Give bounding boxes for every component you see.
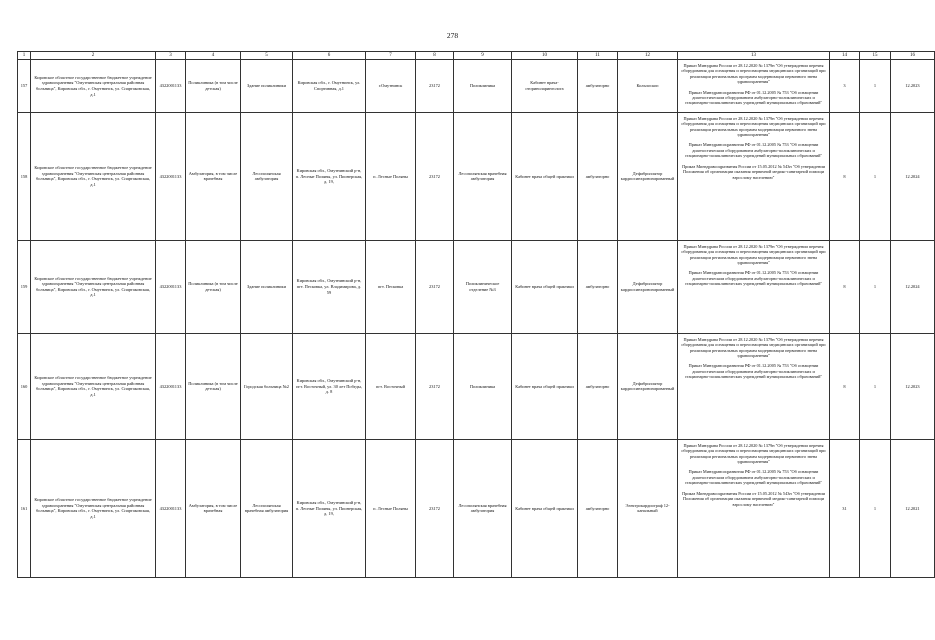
cabinet-cell: Кабинет врача общей практики	[512, 112, 578, 240]
header-cell: 12	[618, 52, 678, 60]
quantity-cell: 8	[830, 240, 860, 333]
quantity-cell: 31	[830, 439, 860, 577]
locality-cell: пгт. Песковка	[366, 240, 416, 333]
legal-basis-cell	[678, 240, 830, 333]
address-cell: Кировская обл., Омутнинский р-н, пгт. Восточный, ул. 30 лет Победы, д. 8	[293, 333, 366, 439]
header-cell: 8	[416, 52, 454, 60]
deadline-cell: 12.2021	[891, 439, 935, 577]
header-cell: 11	[578, 52, 618, 60]
oktmo-cell: 23172	[416, 112, 454, 240]
count-cell: 1	[860, 60, 891, 113]
legal-basis-paragraph: Приказ Минздравсоцразвития РФ от 01.12.2005 № 753 "Об оснащении диагностическим оборудованием амбулаторно-поликлинических и стационарно-поликлинических учреждений муниципальных образований"	[684, 469, 823, 486]
equipment-cell: Кольпоскоп	[618, 60, 678, 113]
oktmo-cell: 23172	[416, 439, 454, 577]
legal-basis-cell	[678, 112, 830, 240]
division-cell: Лесополянская врачебная амбулатория	[454, 439, 512, 577]
locality-cell: пгт. Восточный	[366, 333, 416, 439]
quantity-cell: 3	[830, 60, 860, 113]
deadline-cell: 12.2024	[891, 240, 935, 333]
deadline-cell: 12.2023	[891, 333, 935, 439]
header-cell: 1	[18, 52, 31, 60]
inn-cell: 4322001133	[156, 439, 186, 577]
inn-cell: 4322001133	[156, 333, 186, 439]
address-cell: Кировская обл., г. Омутнинск, ул. Спортивная, д.1	[293, 60, 366, 113]
care-form-cell: амбулаторно	[578, 112, 618, 240]
header-cell: 16	[891, 52, 935, 60]
row-number-cell: 160	[18, 333, 31, 439]
header-cell: 10	[512, 52, 578, 60]
organization-cell: Кировское областное государственное бюджетное учреждение здравоохранения "Омутнинская центральная районная больница", Кировская обл., г. Омутнинск, ул. Спартаковская, д.1	[31, 439, 156, 577]
organization-cell: Кировское областное государственное бюджетное учреждение здравоохранения "Омутнинская центральная районная больница", Кировская обл., г. Омутнинск, ул. Спартаковская, д.1	[31, 112, 156, 240]
division-cell: Поликлиническое отделение №3	[454, 240, 512, 333]
row-number-cell: 157	[18, 60, 31, 113]
quantity-cell: 8	[830, 333, 860, 439]
equipment-cell: Дефибриллятор кардиосинхронизированный	[618, 240, 678, 333]
locality-cell: п. Лесные Поляны	[366, 439, 416, 577]
legal-basis-paragraph: Приказ Минздрава России от 28.12.2020 № 1379н "Об утверждении перечня оборудования для оснащения и переоснащения медицинских организаций при реализации региональных программ модернизации первичного звена здравоохранения"	[681, 63, 826, 85]
table-header-row	[18, 52, 935, 60]
count-cell: 1	[860, 240, 891, 333]
service-type-cell: Поликлиника (в том числе детская)	[186, 333, 241, 439]
address-cell: Кировская обл., Омутнинский р-н, пгт. Песковка, ул. Владимирова, д. 59	[293, 240, 366, 333]
header-cell: 13	[678, 52, 830, 60]
legal-basis-paragraph: Приказ Минздравсоцразвития РФ от 01.12.2005 № 753 "Об оснащении диагностическим оборудованием амбулаторно-поликлинических и стационарно-поликлинических учреждений муниципальных образований"	[684, 89, 823, 106]
organization-cell: Кировское областное государственное бюджетное учреждение здравоохранения "Омутнинская центральная районная больница", Кировская обл., г. Омутнинск, ул. Спартаковская, д.1	[31, 240, 156, 333]
care-form-cell: амбулаторно	[578, 439, 618, 577]
building-cell: Городская больница №2	[241, 333, 293, 439]
header-cell: 2	[31, 52, 156, 60]
organization-cell: Кировское областное государственное бюджетное учреждение здравоохранения "Омутнинская центральная районная больница", Кировская обл., г. Омутнинск, ул. Спартаковская, д.1	[31, 333, 156, 439]
table-row	[18, 240, 935, 333]
header-cell: 14	[830, 52, 860, 60]
inn-cell: 4322001133	[156, 240, 186, 333]
row-number-cell: 158	[18, 112, 31, 240]
legal-basis-paragraph: Приказ Минздрава России от 28.12.2020 № 1379н "Об утверждении перечня оборудования для оснащения и переоснащения медицинских организаций при реализации региональных программ модернизации первичного звена здравоохранения"	[681, 442, 826, 465]
row-number-cell: 159	[18, 240, 31, 333]
header-cell: 4	[186, 52, 241, 60]
service-type-cell: Амбулатория, в том числе врачебная	[186, 439, 241, 577]
locality-cell: п. Лесные Поляны	[366, 112, 416, 240]
count-cell: 1	[860, 439, 891, 577]
care-form-cell: амбулаторно	[578, 240, 618, 333]
header-cell: 6	[293, 52, 366, 60]
oktmo-cell: 23172	[416, 240, 454, 333]
equipment-cell: Электрокардиограф 12-канальный	[618, 439, 678, 577]
division-cell: Поликлиника	[454, 60, 512, 113]
count-cell: 1	[860, 333, 891, 439]
care-form-cell: амбулаторно	[578, 333, 618, 439]
address-cell: Кировская обл., Омутнинский р-н, п. Лесные Поляны, ул. Пионерская, д. 19,	[293, 112, 366, 240]
cabinet-cell: Кабинет врача общей практики	[512, 240, 578, 333]
legal-basis-paragraph: Приказ Минздравсоцразвития России от 15.05.2012 № 543н "Об утверждении Положения об организации оказания первичной медико-санитарной помощи взрослому населению"	[682, 490, 825, 507]
care-form-cell: амбулаторно	[578, 60, 618, 113]
legal-basis-paragraph: Приказ Минздрава России от 28.12.2020 № 1379н "Об утверждении перечня оборудования для оснащения и переоснащения медицинских организаций при реализации региональных программ модернизации первичного звена здравоохранения"	[681, 115, 826, 138]
inn-cell: 4322001133	[156, 60, 186, 113]
legal-basis-paragraph: Приказ Минздравсоцразвития РФ от 01.12.2005 № 753 "Об оснащении диагностическим оборудованием амбулаторно-поликлинических и стационарно-поликлинических учреждений муниципальных образований"	[684, 270, 823, 287]
legal-basis-paragraph: Приказ Минздравсоцразвития России от 15.05.2012 № 543н "Об утверждении Положения об организации оказания первичной медико-санитарной помощи взрослому населению"	[682, 163, 825, 180]
cabinet-cell: Кабинет врача общей практики	[512, 333, 578, 439]
deadline-cell: 12.2023	[891, 60, 935, 113]
legal-basis-paragraph: Приказ Минздрава России от 28.12.2020 № 1379н "Об утверждении перечня оборудования для оснащения и переоснащения медицинских организаций при реализации региональных программ модернизации первичного звена здравоохранения"	[681, 336, 826, 359]
cabinet-cell: Кабинет врача-оториноларинголога	[512, 60, 578, 113]
deadline-cell: 12.2024	[891, 112, 935, 240]
building-cell: Здание поликлиники	[241, 60, 293, 113]
building-cell: Лесополянская амбулатория	[241, 112, 293, 240]
service-type-cell: Поликлиника (в том числе детская)	[186, 240, 241, 333]
locality-cell: г.Омутнинск	[366, 60, 416, 113]
building-cell: Здание поликлиники	[241, 240, 293, 333]
address-cell: Кировская обл., Омутнинский р-н, п. Лесные Поляны, ул. Пионерская, д. 19,	[293, 439, 366, 577]
division-cell: Поликлиника	[454, 333, 512, 439]
inn-cell: 4322001133	[156, 112, 186, 240]
organization-cell: Кировское областное государственное бюджетное учреждение здравоохранения "Омутнинская центральная районная больница", Кировская обл., г. Омутнинск, ул. Спартаковская, д.1	[31, 60, 156, 113]
legal-basis-cell	[678, 333, 830, 439]
equipment-cell: Дефибриллятор кардиосинхронизированный	[618, 112, 678, 240]
division-cell: Лесополянская врачебная амбулатория	[454, 112, 512, 240]
table-row	[18, 112, 935, 240]
oktmo-cell: 23172	[416, 60, 454, 113]
legal-basis-paragraph: Приказ Минздрава России от 28.12.2020 № 1379н "Об утверждении перечня оборудования для оснащения и переоснащения медицинских организаций при реализации региональных программ модернизации первичного звена здравоохранения"	[681, 243, 826, 266]
row-number-cell: 161	[18, 439, 31, 577]
header-cell: 3	[156, 52, 186, 60]
legal-basis-paragraph: Приказ Минздравсоцразвития РФ от 01.12.2005 № 753 "Об оснащении диагностическим оборудованием амбулаторно-поликлинических и стационарно-поликлинических учреждений муниципальных образований"	[684, 363, 823, 380]
equipment-cell: Дефибриллятор кардиосинхронизированный	[618, 333, 678, 439]
equipment-table	[17, 51, 935, 578]
quantity-cell: 8	[830, 112, 860, 240]
legal-basis-paragraph: Приказ Минздравсоцразвития РФ от 01.12.2005 № 753 "Об оснащении диагностическим оборудованием амбулаторно-поликлинических и стационарно-поликлинических учреждений муниципальных образований"	[684, 142, 823, 159]
header-cell: 7	[366, 52, 416, 60]
legal-basis-cell	[678, 60, 830, 113]
table-row	[18, 333, 935, 439]
building-cell: Лесополянская врачебная амбулатория	[241, 439, 293, 577]
count-cell: 1	[860, 112, 891, 240]
header-cell: 9	[454, 52, 512, 60]
table-row	[18, 60, 935, 113]
page-number: 278	[446, 31, 459, 40]
table-row	[18, 439, 935, 577]
header-cell: 15	[860, 52, 891, 60]
oktmo-cell: 23172	[416, 333, 454, 439]
service-type-cell: Амбулатория, в том числе врачебная	[186, 112, 241, 240]
service-type-cell: Поликлиника (в том числе детская)	[186, 60, 241, 113]
header-cell: 5	[241, 52, 293, 60]
cabinet-cell: Кабинет врача общей практики	[512, 439, 578, 577]
legal-basis-cell	[678, 439, 830, 577]
